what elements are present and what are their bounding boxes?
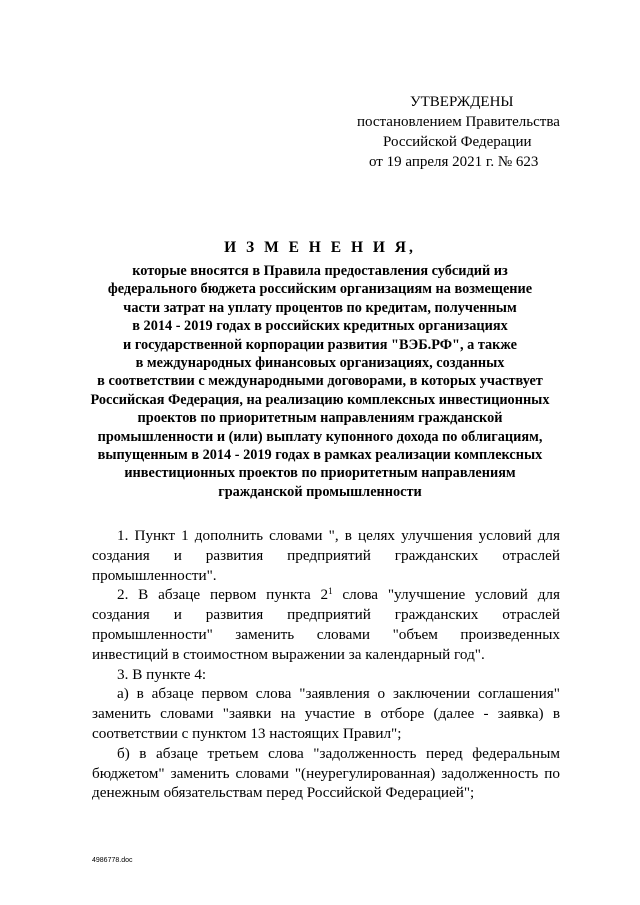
subtitle-line: части затрат на уплату процентов по кредитам, полученным (123, 299, 517, 316)
subtitle-line: Российская Федерация, на реализацию комплексных инвестиционных (90, 391, 550, 408)
approval-line-date: от 19 апреля 2021 г. № 623 (369, 154, 539, 170)
subtitle-line: федерального бюджета российским организациям на возмещение (107, 281, 533, 298)
item-2-end: слова "улучшение условий для создания и развития предприятий гражданских отраслей промышленности" заменить словами "объем произведенных инвестиций в стоимостном выражении за календарный год". (92, 586, 560, 663)
item-2-start: 2. В абзаце первом пункта 2 (117, 586, 329, 604)
item-2-superscript: 1 (328, 586, 333, 597)
item-1: 1. Пункт 1 дополнить словами ", в целях улучшения условий для создания и развития предприятий гражданских отраслей промышленности". (92, 527, 560, 584)
subtitle-line: промышленности и (или) выплату купонного дохода по облигациям, (97, 428, 543, 445)
approval-line-decree: постановлением Правительства (357, 114, 560, 130)
approval-line-federation: Российской Федерации (383, 134, 532, 150)
subtitle-line: выпущенным в 2014 - 2019 годах в рамках реализации комплексных (97, 447, 543, 464)
subtitle-line: гражданской промышленности (218, 483, 422, 500)
subtitle-line: проектов по приоритетным направлениям гражданской (137, 410, 503, 427)
item-3b: б) в абзаце третьем слова "задолженность перед федеральным бюджетом" заменить словами "(неурегулированная) задолженность по денежным обязательствам перед Российской Федерацией"; (92, 744, 560, 802)
approval-title: УТВЕРЖДЕНЫ (410, 94, 514, 110)
subtitle-line: и государственной корпорации развития "ВЭБ.РФ", а также (123, 336, 517, 353)
item-2 (92, 585, 560, 664)
file-name-footer: 4986778.doc (92, 857, 133, 864)
subtitle-line: инвестиционных проектов по приоритетным направлениям (124, 465, 516, 482)
subtitle-line: в 2014 - 2019 годах в российских кредитных организациях (132, 318, 508, 335)
item-3a: а) в абзаце первом слова "заявления о заключении соглашения" заменить словами "заявки на участие в отборе (далее - заявка) в соответствии с пунктом 13 настоящих Правил"; (92, 685, 560, 742)
item-3: 3. В пункте 4: (117, 665, 207, 683)
subtitle-line: которые вносятся в Правила предоставления субсидий из (132, 263, 508, 279)
amendments-body (92, 526, 560, 803)
subtitle-line: в международных финансовых организациях, созданных (135, 355, 505, 372)
document-subtitle (60, 262, 580, 501)
subtitle-line: в соответствии с международными договорами, в которых участвует (97, 373, 543, 390)
document-title-block (60, 238, 580, 501)
document-heading: И З М Е Н Е Н И Я, (224, 239, 416, 256)
